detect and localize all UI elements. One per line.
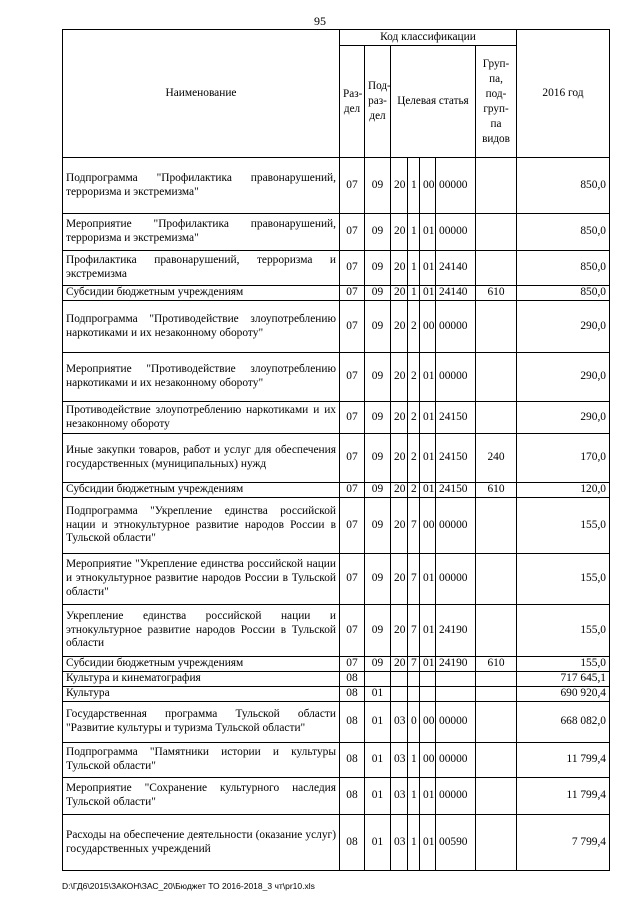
cell-razdel: 08 <box>340 743 365 778</box>
header-name: Наименование <box>63 30 340 158</box>
cell-amount: 155,0 <box>517 657 610 672</box>
cell-cs4: 00000 <box>436 353 476 402</box>
table-row <box>63 251 610 286</box>
cell-cs1: 20 <box>391 158 408 214</box>
cell-cs3: 00 <box>420 702 436 743</box>
cell-razdel: 07 <box>340 286 365 301</box>
cell-cs2: 1 <box>408 214 420 251</box>
cell-podrazdel: 09 <box>365 251 391 286</box>
table-row <box>63 498 610 554</box>
table-row <box>63 353 610 402</box>
cell-amount: 850,0 <box>517 286 610 301</box>
cell-amount: 11 799,4 <box>517 778 610 815</box>
cell-name: Противодействие злоупотреблению наркотиками и их незаконному обороту <box>63 402 340 434</box>
cell-cs3: 01 <box>420 657 436 672</box>
header-target-article: Целевая статья <box>391 46 476 158</box>
cell-cs4: 00000 <box>436 498 476 554</box>
cell-amount: 850,0 <box>517 251 610 286</box>
cell-name: Подпрограмма "Укрепление единства российской нации и этнокультурное развитие народов России в Тульской области" <box>63 498 340 554</box>
cell-amount: 850,0 <box>517 214 610 251</box>
cell-vid <box>476 251 517 286</box>
cell-podrazdel: 01 <box>365 743 391 778</box>
cell-razdel: 07 <box>340 554 365 605</box>
cell-name: Культура <box>63 687 340 702</box>
cell-name: Подпрограмма "Памятники истории и культуры Тульской области" <box>63 743 340 778</box>
cell-vid <box>476 214 517 251</box>
cell-cs2: 2 <box>408 434 420 483</box>
cell-podrazdel: 09 <box>365 434 391 483</box>
table-row <box>63 301 610 353</box>
cell-vid: 610 <box>476 286 517 301</box>
table-row <box>63 605 610 657</box>
table-row <box>63 554 610 605</box>
cell-cs2: 1 <box>408 286 420 301</box>
cell-amount: 690 920,4 <box>517 687 610 702</box>
cell-podrazdel: 01 <box>365 778 391 815</box>
cell-cs1 <box>391 672 408 687</box>
cell-cs4: 00000 <box>436 743 476 778</box>
budget-table <box>62 29 610 871</box>
cell-cs2 <box>408 687 420 702</box>
cell-name: Мероприятие "Сохранение культурного наследия Тульской области" <box>63 778 340 815</box>
cell-cs2: 7 <box>408 498 420 554</box>
cell-cs2: 0 <box>408 702 420 743</box>
table-row <box>63 657 610 672</box>
cell-podrazdel <box>365 672 391 687</box>
cell-name: Иные закупки товаров, работ и услуг для обеспечения государственных (муниципальных) нужд <box>63 434 340 483</box>
cell-cs4: 00000 <box>436 301 476 353</box>
table-row <box>63 214 610 251</box>
cell-cs1: 20 <box>391 554 408 605</box>
cell-vid <box>476 605 517 657</box>
cell-name: Субсидии бюджетным учреждениям <box>63 657 340 672</box>
cell-podrazdel: 09 <box>365 605 391 657</box>
cell-name: Подпрограмма "Противодействие злоупотреблению наркотиками и их незаконному обороту" <box>63 301 340 353</box>
cell-cs3: 01 <box>420 554 436 605</box>
cell-cs3 <box>420 687 436 702</box>
table-row <box>63 815 610 871</box>
cell-vid <box>476 743 517 778</box>
cell-vid: 610 <box>476 657 517 672</box>
cell-cs3: 01 <box>420 214 436 251</box>
cell-podrazdel: 09 <box>365 498 391 554</box>
cell-cs1: 20 <box>391 286 408 301</box>
table-row <box>63 402 610 434</box>
cell-cs1: 20 <box>391 402 408 434</box>
cell-cs1: 20 <box>391 483 408 498</box>
file-path-footer: D:\ГД6\2015\ЗАКОН\ЗАС_20\Бюджет ТО 2016-2018_3 чт\pr10.xls <box>62 881 315 891</box>
cell-cs3: 00 <box>420 301 436 353</box>
cell-cs1: 20 <box>391 605 408 657</box>
cell-cs3: 00 <box>420 743 436 778</box>
cell-cs2: 7 <box>408 554 420 605</box>
cell-vid <box>476 672 517 687</box>
cell-cs2: 1 <box>408 815 420 871</box>
cell-vid: 610 <box>476 483 517 498</box>
cell-amount: 290,0 <box>517 402 610 434</box>
cell-amount: 120,0 <box>517 483 610 498</box>
cell-podrazdel: 01 <box>365 687 391 702</box>
table-row <box>63 483 610 498</box>
cell-vid <box>476 402 517 434</box>
cell-razdel: 07 <box>340 434 365 483</box>
table-row <box>63 672 610 687</box>
header-group: Груп- па, под- груп- па видов <box>476 46 517 158</box>
cell-vid <box>476 687 517 702</box>
cell-amount: 11 799,4 <box>517 743 610 778</box>
cell-amount: 717 645,1 <box>517 672 610 687</box>
cell-razdel: 07 <box>340 353 365 402</box>
cell-cs2: 7 <box>408 657 420 672</box>
cell-cs2: 1 <box>408 743 420 778</box>
cell-cs4: 00000 <box>436 554 476 605</box>
header-classification-code: Код классификации <box>340 30 517 46</box>
cell-name: Мероприятие "Укрепление единства российской нации и этнокультурное развитие народов России в Тульской области" <box>63 554 340 605</box>
table-row <box>63 158 610 214</box>
cell-amount: 290,0 <box>517 353 610 402</box>
cell-cs4: 24150 <box>436 434 476 483</box>
cell-cs3: 01 <box>420 778 436 815</box>
cell-name: Расходы на обеспечение деятельности (оказание услуг) государственных учреждений <box>63 815 340 871</box>
cell-amount: 155,0 <box>517 554 610 605</box>
cell-cs2: 2 <box>408 483 420 498</box>
cell-name: Укрепление единства российской нации и этнокультурное развитие народов России в Тульской области <box>63 605 340 657</box>
table-row <box>63 286 610 301</box>
cell-cs3: 01 <box>420 434 436 483</box>
cell-cs1: 20 <box>391 498 408 554</box>
cell-cs3: 01 <box>420 353 436 402</box>
cell-cs1: 20 <box>391 214 408 251</box>
cell-vid <box>476 301 517 353</box>
cell-cs2: 2 <box>408 353 420 402</box>
cell-name: Подпрограмма "Профилактика правонарушений, терроризма и экстремизма" <box>63 158 340 214</box>
cell-amount: 170,0 <box>517 434 610 483</box>
cell-cs1: 03 <box>391 743 408 778</box>
cell-name: Культура и кинематография <box>63 672 340 687</box>
cell-podrazdel: 01 <box>365 702 391 743</box>
table-row <box>63 702 610 743</box>
cell-cs4: 00590 <box>436 815 476 871</box>
cell-razdel: 07 <box>340 498 365 554</box>
cell-vid: 240 <box>476 434 517 483</box>
cell-podrazdel: 09 <box>365 554 391 605</box>
cell-name: Субсидии бюджетным учреждениям <box>63 483 340 498</box>
cell-cs2: 1 <box>408 251 420 286</box>
cell-cs3: 01 <box>420 286 436 301</box>
cell-podrazdel: 09 <box>365 214 391 251</box>
cell-cs3: 01 <box>420 402 436 434</box>
cell-vid <box>476 158 517 214</box>
cell-amount: 668 082,0 <box>517 702 610 743</box>
header-section: Раз- дел <box>340 46 365 158</box>
cell-razdel: 07 <box>340 657 365 672</box>
cell-cs2: 7 <box>408 605 420 657</box>
cell-name: Профилактика правонарушений, терроризма и экстремизма <box>63 251 340 286</box>
cell-name: Государственная программа Тульской области "Развитие культуры и туризма Тульской области" <box>63 702 340 743</box>
cell-vid <box>476 702 517 743</box>
cell-razdel: 07 <box>340 214 365 251</box>
cell-cs1: 20 <box>391 251 408 286</box>
cell-cs2: 2 <box>408 402 420 434</box>
page-number: 95 <box>314 14 326 28</box>
cell-cs1: 03 <box>391 778 408 815</box>
cell-vid <box>476 778 517 815</box>
cell-vid <box>476 554 517 605</box>
cell-name: Мероприятие "Противодействие злоупотреблению наркотиками и их незаконному обороту" <box>63 353 340 402</box>
cell-podrazdel: 09 <box>365 483 391 498</box>
cell-cs3: 00 <box>420 158 436 214</box>
cell-razdel: 08 <box>340 672 365 687</box>
cell-razdel: 07 <box>340 301 365 353</box>
cell-cs4: 24140 <box>436 286 476 301</box>
cell-cs4: 00000 <box>436 158 476 214</box>
cell-cs3: 00 <box>420 498 436 554</box>
table-row <box>63 778 610 815</box>
cell-amount: 155,0 <box>517 498 610 554</box>
cell-vid <box>476 815 517 871</box>
cell-razdel: 08 <box>340 702 365 743</box>
cell-podrazdel: 09 <box>365 301 391 353</box>
cell-cs4 <box>436 687 476 702</box>
cell-cs1: 20 <box>391 301 408 353</box>
cell-vid <box>476 353 517 402</box>
cell-cs4: 24150 <box>436 483 476 498</box>
cell-podrazdel: 09 <box>365 353 391 402</box>
cell-cs4: 00000 <box>436 214 476 251</box>
cell-razdel: 08 <box>340 778 365 815</box>
cell-cs4 <box>436 672 476 687</box>
cell-name: Мероприятие "Профилактика правонарушений, терроризма и экстремизма" <box>63 214 340 251</box>
cell-cs4: 00000 <box>436 702 476 743</box>
cell-razdel: 07 <box>340 605 365 657</box>
cell-amount: 850,0 <box>517 158 610 214</box>
cell-cs4: 24190 <box>436 657 476 672</box>
cell-cs4: 24140 <box>436 251 476 286</box>
cell-cs2 <box>408 672 420 687</box>
cell-cs3: 01 <box>420 605 436 657</box>
cell-razdel: 08 <box>340 687 365 702</box>
cell-razdel: 07 <box>340 402 365 434</box>
cell-cs3: 01 <box>420 483 436 498</box>
table-row <box>63 434 610 483</box>
cell-cs3 <box>420 672 436 687</box>
cell-cs4: 24190 <box>436 605 476 657</box>
cell-cs1: 20 <box>391 353 408 402</box>
cell-podrazdel: 01 <box>365 815 391 871</box>
cell-podrazdel: 09 <box>365 657 391 672</box>
cell-podrazdel: 09 <box>365 286 391 301</box>
cell-razdel: 07 <box>340 251 365 286</box>
header-year: 2016 год <box>517 30 610 158</box>
cell-cs2: 1 <box>408 778 420 815</box>
cell-cs1: 03 <box>391 702 408 743</box>
cell-cs1: 03 <box>391 815 408 871</box>
cell-cs1 <box>391 687 408 702</box>
cell-amount: 7 799,4 <box>517 815 610 871</box>
cell-amount: 155,0 <box>517 605 610 657</box>
cell-podrazdel: 09 <box>365 402 391 434</box>
cell-podrazdel: 09 <box>365 158 391 214</box>
cell-cs2: 2 <box>408 301 420 353</box>
cell-cs3: 01 <box>420 251 436 286</box>
cell-vid <box>476 498 517 554</box>
cell-name: Субсидии бюджетным учреждениям <box>63 286 340 301</box>
table-row <box>63 687 610 702</box>
cell-razdel: 07 <box>340 158 365 214</box>
header-subsection: Под- раз- дел <box>365 46 391 158</box>
cell-cs2: 1 <box>408 158 420 214</box>
cell-cs1: 20 <box>391 657 408 672</box>
cell-cs4: 00000 <box>436 778 476 815</box>
cell-razdel: 07 <box>340 483 365 498</box>
cell-razdel: 08 <box>340 815 365 871</box>
cell-amount: 290,0 <box>517 301 610 353</box>
cell-cs4: 24150 <box>436 402 476 434</box>
table-body <box>63 158 610 871</box>
cell-cs1: 20 <box>391 434 408 483</box>
table-row <box>63 743 610 778</box>
cell-cs3: 01 <box>420 815 436 871</box>
